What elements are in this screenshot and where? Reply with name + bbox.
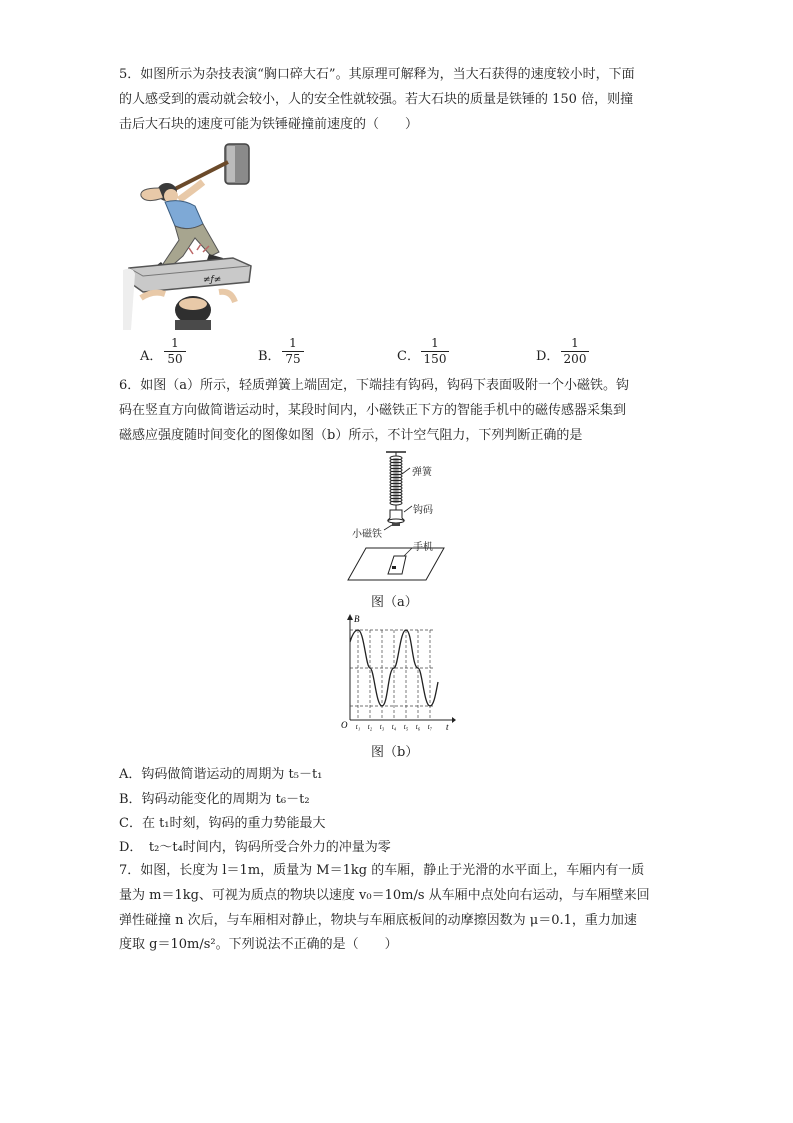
spring-label: 弹簧 (412, 467, 432, 478)
q5-option-c-num: 1 (431, 336, 439, 350)
tick-t5: t₅ (403, 723, 409, 731)
q5-option-a-label: A． (140, 349, 163, 364)
q5-option-d-fraction (561, 337, 589, 366)
q5-option-a-num: 1 (171, 336, 179, 350)
q5-line-1: 5．如图所示为杂技表演“胸口碎大石”。其原理可解释为，当大石获得的速度较小时，下面 (119, 67, 635, 82)
figure-b-graph (336, 612, 456, 732)
q6-option-c: C．在 t₁时刻，钩码的重力势能最大 (119, 816, 326, 831)
q7-line-2: 量为 m＝1kg、可视为质点的物块以速度 v₀＝10m/s 从车厢中点处向右运动，与车厢壁来回 (119, 888, 650, 903)
y-axis-label: B (354, 614, 360, 624)
tick-t6: t₆ (415, 723, 421, 731)
tick-t4: t₄ (391, 723, 397, 731)
q5-option-b-fraction (282, 337, 304, 366)
q7-line-3: 弹性碰撞 n 次后，与车厢相对静止，物块与车厢底板间的动摩擦因数为 μ＝0.1，重力加速 (119, 913, 637, 928)
q5-option-c-label: C． (397, 349, 420, 364)
q5-option-d-label: D． (536, 349, 560, 364)
weight-label: 钩码 (413, 505, 433, 516)
figure-a-spring-diagram (344, 448, 454, 583)
q7-line-1: 7．如图，长度为 l＝1m，质量为 M＝1kg 的车厢，静止于光滑的水平面上，车厢内有一质 (119, 863, 645, 878)
tick-t2: t₂ (367, 723, 373, 731)
q6-line-1: 6．如图（a）所示，轻质弹簧上端固定，下端挂有钩码，钩码下表面吸附一个小磁铁。钩 (119, 378, 630, 393)
acrobat-illustration (123, 140, 258, 330)
q6-line-2: 码在竖直方向做简谐运动时，某段时间内，小磁铁正下方的智能手机中的磁传感器采集到 (119, 403, 627, 418)
q5-option-b-label: B． (258, 349, 281, 364)
spring-coils (390, 456, 402, 505)
tick-t7: t₇ (427, 723, 433, 731)
q5-line-2: 的人感受到的震动就会较小，人的安全性就较强。若大石块的质量是铁锤的 150 倍，则撞 (119, 92, 634, 107)
q5-line-3: 击后大石块的速度可能为铁锤碰撞前速度的（ ） (119, 117, 419, 132)
q5-option-c-fraction (421, 337, 449, 366)
q5-option-a-fraction (164, 337, 186, 366)
q5-option-a-den: 50 (167, 352, 183, 366)
q7-line-4: 度取 g＝10m/s²。下列说法不正确的是（ ） (119, 937, 398, 952)
x-axis-label: t (446, 722, 449, 732)
q6-option-a: A．钩码做简谐运动的周期为 t₅－t₁ (119, 767, 323, 782)
figure-a-caption: 图（a） (371, 595, 418, 610)
q6-option-b: B．钩码动能变化的周期为 t₆－t₂ (119, 792, 310, 807)
q5-option-c-den: 150 (423, 352, 447, 366)
q5-option-b-den: 75 (285, 352, 301, 366)
origin-label: O (341, 720, 348, 730)
stone-text: ≠ƒ≠ (203, 275, 222, 285)
q5-option-d-den: 200 (563, 352, 587, 366)
q6-line-3: 磁感应强度随时间变化的图像如图（b）所示，不计空气阻力，下列判断正确的是 (119, 428, 583, 443)
phone-label: 手机 (413, 542, 433, 553)
figure-b-caption: 图（b） (371, 745, 419, 760)
q5-option-b-num: 1 (289, 336, 297, 350)
tick-t1: t₁ (355, 723, 361, 731)
tick-t3: t₃ (379, 723, 385, 731)
q5-option-d-num: 1 (571, 336, 579, 350)
magnet-label: 小磁铁 (352, 529, 382, 540)
q6-option-d: D． t₂～t₄时间内，钩码所受合外力的冲量为零 (119, 840, 391, 855)
